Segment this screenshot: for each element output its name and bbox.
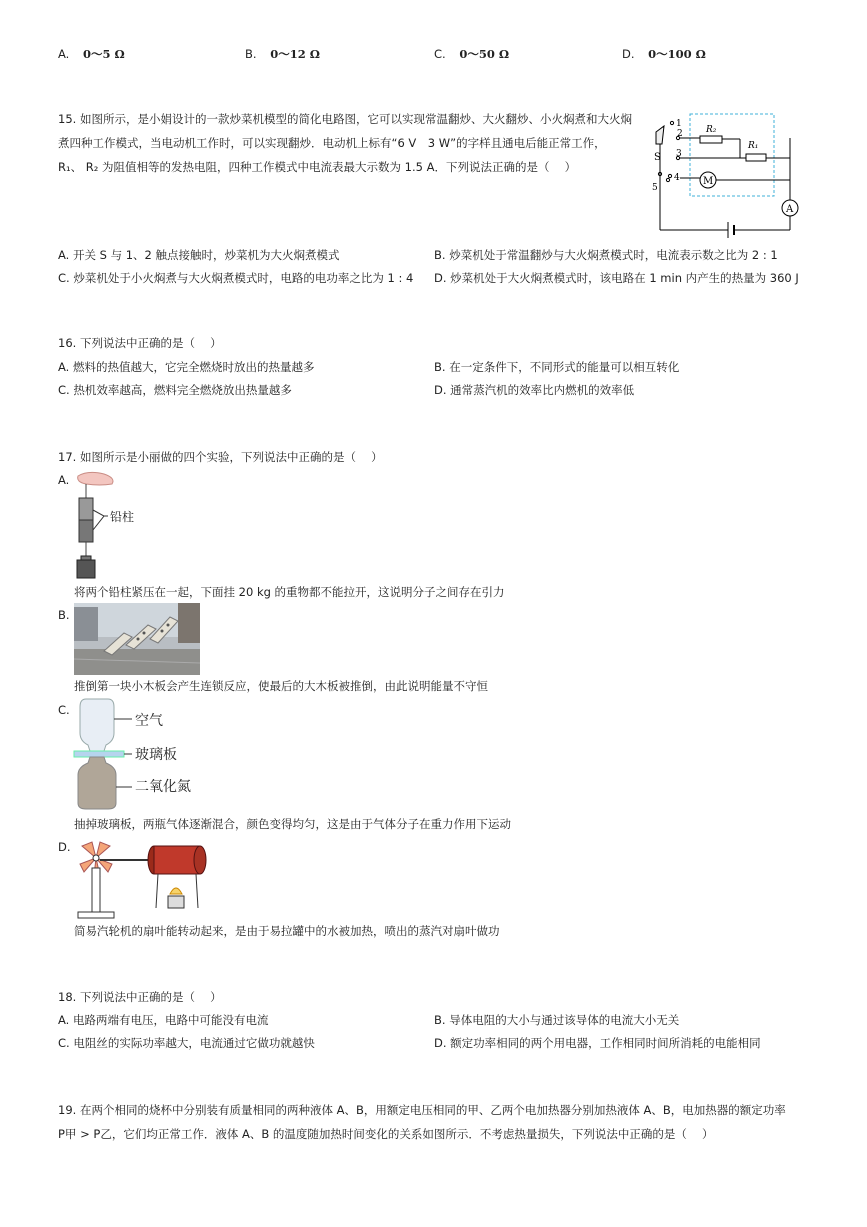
option-text: 0～12 Ω (270, 47, 320, 61)
q18-stem: 18. 下列说法中正确的是（ ） (58, 990, 222, 1004)
q17-a-text: 将两个铅柱紧压在一起，下面挂 20 kg 的重物都不能拉开，这说明分子之间存在引力 (74, 585, 505, 599)
terminal-3: 3 (676, 149, 682, 159)
option-text: 0～100 Ω (648, 47, 706, 61)
q15-option-d: D. 炒菜机处于大火焖煮模式时，该电路在 1 min 内产生的热量为 360 J (434, 271, 799, 285)
r2-label: R₂ (706, 125, 717, 135)
q17-d-letter: D. (58, 840, 71, 854)
terminal-4: 4 (674, 173, 680, 183)
q14-option-a (58, 46, 125, 62)
option-letter: C. (434, 47, 446, 61)
ammeter-label: A (786, 204, 794, 215)
option-text: 0～5 Ω (82, 47, 125, 61)
option-text: 0～50 Ω (459, 47, 510, 61)
lead-cylinders-figure (70, 470, 150, 582)
q18-option-d: D. 额定功率相同的两个用电器，工作相同时间所消耗的电能相同 (434, 1036, 761, 1050)
q16-option-a: A. 燃料的热值越大，它完全燃烧时放出的热量越多 (58, 360, 315, 374)
q17-b-letter: B. (58, 608, 70, 622)
q16-option-c: C. 热机效率越高，燃料完全燃烧放出热量越多 (58, 383, 292, 397)
domino-photo (74, 603, 200, 675)
q19-stem-line1: 19. 在两个相同的烧杯中分别装有质量相同的两种液体 A、B，用额定电压相同的甲、乙两个电加热器分别加热液体 A、B，电加热器的额定功率 (58, 1103, 786, 1117)
r1-label: R₁ (748, 141, 759, 151)
gas-bottles-figure (72, 697, 136, 811)
no2-label: 二氧化氮 (135, 779, 191, 795)
motor-label: M (703, 176, 714, 187)
q17-a-letter: A. (58, 473, 70, 487)
q15-circuit-diagram (640, 108, 810, 243)
q16-option-d: D. 通常蒸汽机的效率比内燃机的效率低 (434, 383, 635, 397)
steam-turbine-figure (70, 838, 210, 922)
option-letter: A. (58, 47, 70, 61)
q16-stem: 16. 下列说法中正确的是（ ） (58, 336, 222, 350)
q18-option-a: A. 电路两端有电压，电路中可能没有电流 (58, 1013, 269, 1027)
q15-option-a: A. 开关 S 与 1、2 触点接触时，炒菜机为大火焖煮模式 (58, 248, 340, 262)
glass-plate-label: 玻璃板 (135, 747, 177, 763)
option-letter: B. (245, 47, 257, 61)
terminal-5: 5 (652, 183, 658, 193)
q17-d-text: 简易汽轮机的扇叶能转动起来，是由于易拉罐中的水被加热，喷出的蒸汽对扇叶做功 (74, 924, 500, 938)
terminal-1: 1 (676, 119, 682, 129)
terminal-2: 2 (677, 129, 683, 139)
q18-option-b: B. 导体电阻的大小与通过该导体的电流大小无关 (434, 1013, 680, 1027)
air-label: 空气 (135, 713, 163, 729)
q15-stem-line1: 15. 如图所示，是小娟设计的一款炒菜机模型的简化电路图，它可以实现常温翻炒、大火翻炒、小火焖煮和大火焖 (58, 112, 632, 126)
q19-stem-line2: P甲 > P乙，它们均正常工作．液体 A、B 的温度随加热时间变化的关系如图所示．不考虑热量损失，下列说法中正确的是（ ） (58, 1127, 714, 1141)
q17-stem: 17. 如图所示是小丽做的四个实验，下列说法中正确的是（ ） (58, 450, 383, 464)
q17-c-letter: C. (58, 703, 70, 717)
q14-option-c (434, 46, 509, 62)
q15-stem-line2: 煮四种工作模式，当电动机工作时，可以实现翻炒．电动机上标有“6 V 3 W”的字样且通电后能正常工作， (58, 136, 606, 150)
lead-cylinder-label: 铅柱 (110, 510, 135, 524)
q15-stem-line3: R₁、 R₂ 为阻值相等的发热电阻，四种工作模式中电流表最大示数为 1.5 A．下列说法正确的是（ ） (58, 160, 577, 174)
switch-label: S (654, 152, 661, 163)
q18-option-c: C. 电阻丝的实际功率越大，电流通过它做功就越快 (58, 1036, 315, 1050)
q14-option-d (622, 46, 706, 62)
q17-c-text: 抽掉玻璃板，两瓶气体逐渐混合，颜色变得均匀，这是由于气体分子在重力作用下运动 (74, 817, 511, 831)
q15-option-b: B. 炒菜机处于常温翻炒与大火焖煮模式时，电流表示数之比为 2 : 1 (434, 248, 778, 262)
q15-option-c: C. 炒菜机处于小火焖煮与大火焖煮模式时，电路的电功率之比为 1 : 4 (58, 271, 414, 285)
q16-option-b: B. 在一定条件下，不同形式的能量可以相互转化 (434, 360, 680, 374)
option-letter: D. (622, 47, 635, 61)
q17-b-text: 推倒第一块小木板会产生连锁反应，使最后的大木板被推倒，由此说明能量不守恒 (74, 679, 488, 693)
q14-option-b (245, 46, 320, 62)
